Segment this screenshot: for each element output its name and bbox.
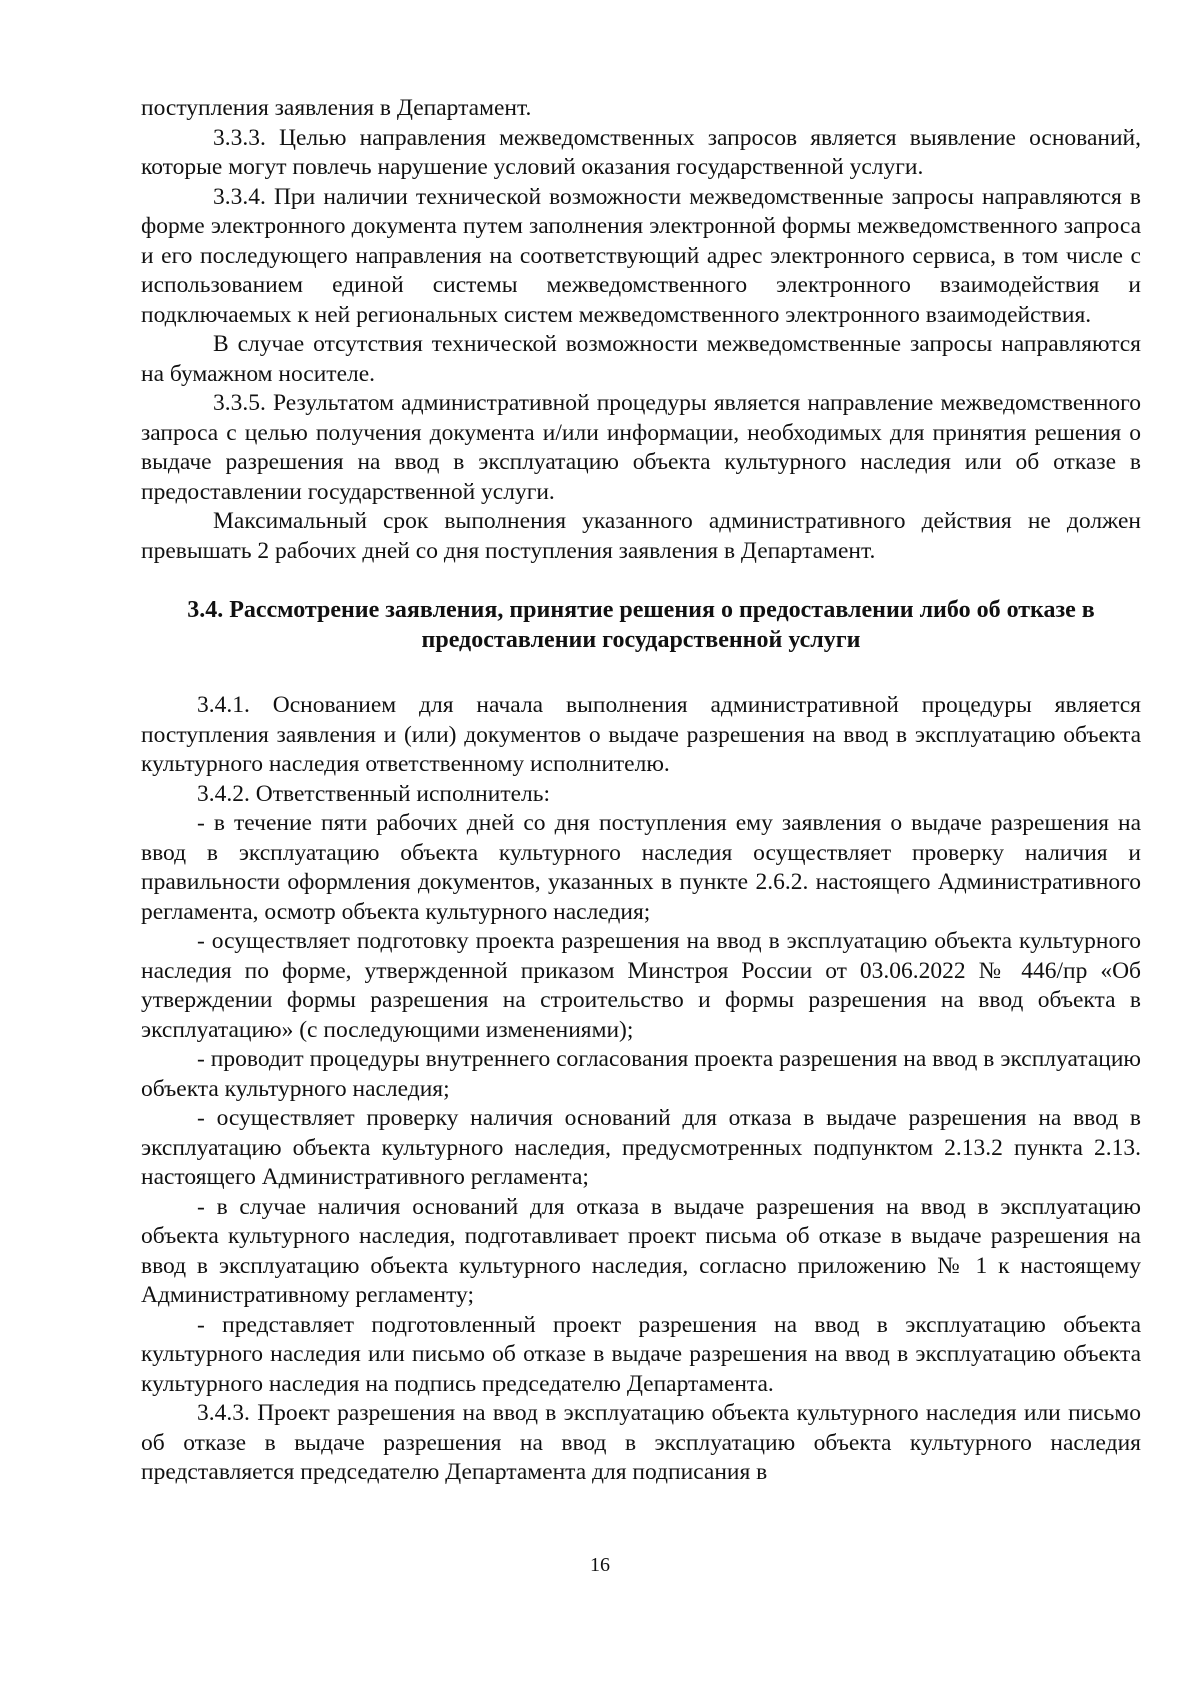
paragraph-3-4-3: 3.4.3. Проект разрешения на ввод в эксплуатацию объекта культурного наследия или письмо об отказе в выдаче разрешения на ввод в эксплуатацию объекта культурного наследия представляется председателю Департамента для подписания в (141, 1400, 1141, 1485)
paragraph-3-4-1: 3.4.1. Основанием для начала выполнения административной процедуры является поступления заявления и (или) документов о выдаче разрешения на ввод в эксплуатацию объекта культурного наследия ответственному исполнителю. (141, 692, 1141, 777)
list-item-prepare-permit: - осуществляет подготовку проекта разрешения на ввод в эксплуатацию объекта культурного наследия по форме, утвержденной приказом Минстроя России от 03.06.2022 № 446/пр «Об утверждении формы разрешения на строительство и формы разрешения на ввод объекта в эксплуатацию» (с последующими изменениями); (141, 928, 1141, 1043)
paragraph-3-3-3: 3.3.3. Целью направления межведомственных запросов является выявление оснований, которые могут повлечь нарушение условий оказания государственной услуги. (141, 124, 1141, 180)
document-page (141, 94, 1141, 1488)
paragraph-max-term: Максимальный срок выполнения указанного административного действия не должен превышать 2 рабочих дней со дня поступления заявления в Департамент. (141, 508, 1141, 564)
list-item-prepare-refusal-letter: - в случае наличия оснований для отказа в выдаче разрешения на ввод в эксплуатацию объекта культурного наследия, подготавливает проект письма об отказе в выдаче разрешения на ввод в эксплуатацию объекта культурного наследия, согласно приложению № 1 к настоящему Административному регламенту; (141, 1193, 1141, 1308)
paragraph-paper-requests: В случае отсутствия технической возможности межведомственные запросы направляются на бумажном носителе. (141, 331, 1141, 387)
list-item-check-documents: - в течение пяти рабочих дней со дня поступления ему заявления о выдаче разрешения на ввод в эксплуатацию объекта культурного наследия осуществляет проверку наличия и правильности оформления документов, указанных в пункте 2.6.2. настоящего Административного регламента, осмотр объекта культурного наследия; (141, 810, 1141, 925)
section-heading-3-4: 3.4. Рассмотрение заявления, принятие решения о предоставлении либо об отказе в предоставлении государственной услуги (187, 597, 1095, 653)
list-item-internal-approval: - проводит процедуры внутреннего согласования проекта разрешения на ввод в эксплуатацию объекта культурного наследия; (141, 1046, 1141, 1102)
list-item-check-refusal-grounds: - осуществляет проверку наличия оснований для отказа в выдаче разрешения на ввод в эксплуатацию объекта культурного наследия, предусмотренных подпунктом 2.13.2 пункта 2.13. настоящего Административного регламента; (141, 1105, 1141, 1190)
paragraph-continuation: поступления заявления в Департамент. (141, 95, 532, 121)
list-item-submit-for-signature: - представляет подготовленный проект разрешения на ввод в эксплуатацию объекта культурного наследия или письмо об отказе в выдаче разрешения на ввод в эксплуатацию объекта культурного наследия на подпись председателю Департамента. (141, 1311, 1141, 1397)
paragraph-3-4-2: 3.4.2. Ответственный исполнитель: (197, 780, 550, 807)
paragraph-3-3-5: 3.3.5. Результатом административной процедуры является направление межведомственного запроса с целью получения документа и/или информации, необходимых для принятия решения о выдаче разрешения на ввод в эксплуатацию объекта культурного наследия или об отказе в предоставлении государственной услуги. (141, 390, 1141, 505)
page-number: 16 (590, 1554, 610, 1576)
paragraph-3-3-4: 3.3.4. При наличии технической возможности межведомственные запросы направляются в форме электронного документа путем заполнения электронной формы межведомственного запроса и его последующего направления на соответствующий адрес электронного сервиса, в том числе с использованием единой системы межведомственного электронного взаимодействия и подключаемых к ней региональных систем межведомственного электронного взаимодействия. (141, 183, 1141, 328)
